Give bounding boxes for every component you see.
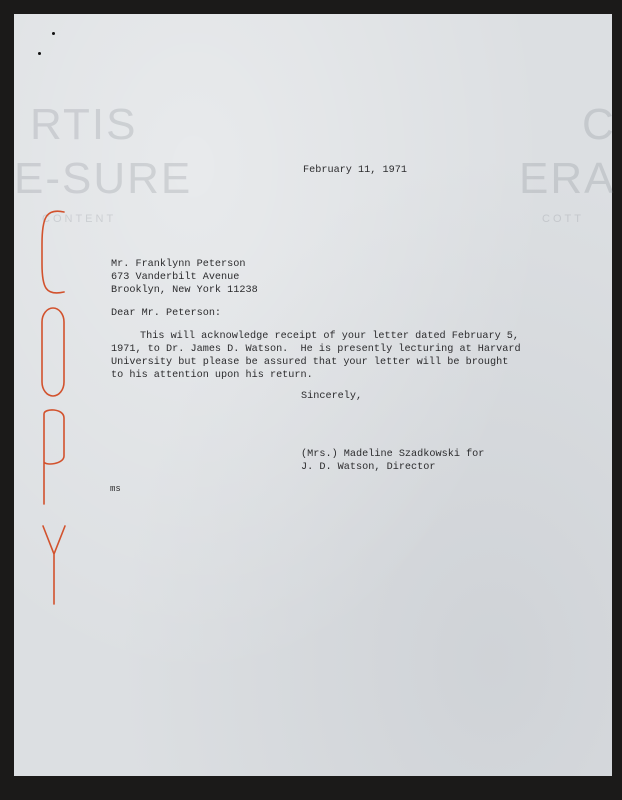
punch-mark-top xyxy=(52,32,55,35)
watermark-text: E-SURE xyxy=(14,154,193,203)
copy-stamp-letter-o xyxy=(42,308,64,396)
body-line: This will acknowledge receipt of your letter dated February 5, xyxy=(140,331,520,342)
watermark-text: RTIS xyxy=(30,100,138,149)
recipient-street: 673 Vanderbilt Avenue xyxy=(111,272,240,283)
letter-sheet xyxy=(14,14,616,776)
copy-stamp-letter-c xyxy=(42,211,64,293)
watermark-text: ERA xyxy=(519,154,616,203)
copy-stamp-letter-y xyxy=(43,526,65,604)
recipient-city: Brooklyn, New York 11238 xyxy=(111,285,258,296)
recipient-name: Mr. Franklynn Peterson xyxy=(111,259,246,270)
punch-mark-lower xyxy=(38,52,41,55)
copy-stamp xyxy=(32,204,76,614)
copy-stamp-letter-p xyxy=(44,410,64,504)
letter-date: February 11, 1971 xyxy=(303,165,407,176)
salutation: Dear Mr. Peterson: xyxy=(111,308,222,319)
watermark-text: CONTENT xyxy=(42,213,117,225)
body-line: to his attention upon his return. xyxy=(111,370,313,381)
signature-line: J. D. Watson, Director xyxy=(301,462,436,473)
watermark-text: C xyxy=(582,100,616,149)
watermark-text: COTT xyxy=(542,213,584,225)
body-line: University but please be assured that your letter will be brought xyxy=(111,357,509,368)
typist-initials: ms xyxy=(110,484,121,494)
signature-line: (Mrs.) Madeline Szadkowski for xyxy=(301,449,485,460)
body-line: 1971, to Dr. James D. Watson. He is presently lecturing at Harvard xyxy=(111,344,521,355)
closing: Sincerely, xyxy=(301,391,363,402)
